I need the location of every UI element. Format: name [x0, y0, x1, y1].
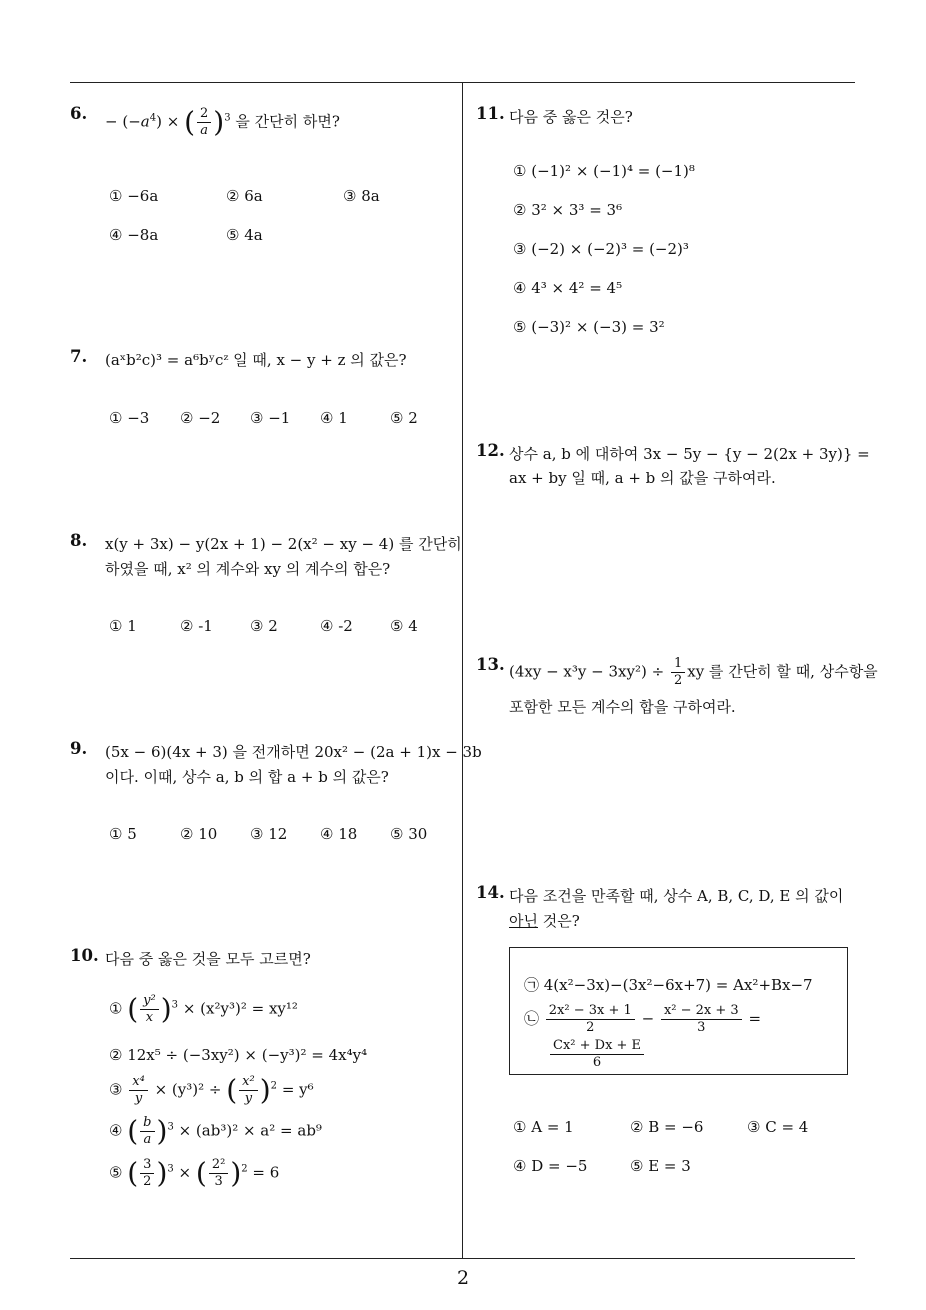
q8-line-2: 하였을 때, x² 의 계수와 xy 의 계수의 합은? — [105, 560, 391, 578]
column-divider — [462, 82, 463, 1258]
q14-condition-2: ㉡ $\frac{\text{2x² − 3x + 1}}{2}$ − $\frac{\text{x² − 2x + 3}}{3}$ = — [524, 1003, 762, 1035]
q11-number: 11. — [476, 104, 505, 123]
q14-line-1: 다음 조건을 만족할 때, 상수 A, B, C, D, E 의 값이 — [509, 887, 844, 905]
q13-line-2: 포함한 모든 계수의 합을 구하여라. — [509, 698, 736, 716]
q12-line-2: ax + by 일 때, a + b 의 값을 구하여라. — [509, 469, 776, 487]
q8-line-1: x(y + 3x) − y(2x + 1) − 2(x² − xy − 4) 를 간단히 — [105, 535, 462, 553]
q9-choice-3[interactable]: ③ 12 — [250, 825, 288, 843]
q6-text: 을 간단히 하면? — [235, 112, 340, 131]
q14-condition-2-rhs: $\frac{\text{Cx² + Dx + E}}{6}$ — [548, 1038, 646, 1071]
q9-choice-1[interactable]: ① 5 — [109, 825, 137, 843]
q6-choice-3[interactable]: ③ 8a — [343, 187, 380, 205]
q6-exp3: 3 — [224, 112, 231, 124]
q11-choice-4[interactable]: ④ 4³ × 4² = 4⁵ — [513, 279, 623, 297]
q9-number: 9. — [70, 739, 88, 758]
q14-number: 14. — [476, 883, 505, 902]
q14-line-2: 아닌 것은? — [509, 912, 580, 930]
q10-stem: 다음 중 옳은 것을 모두 고르면? — [105, 950, 311, 968]
q14-condition-1: ㉠ 4(x²−3x)−(3x²−6x+7) = Ax²+Bx−7 — [524, 976, 813, 994]
q6-number: 6. — [70, 104, 88, 123]
q8-choice-2[interactable]: ② -1 — [180, 617, 213, 635]
q8-number: 8. — [70, 531, 88, 550]
q9-choice-2[interactable]: ② 10 — [180, 825, 218, 843]
q10-number: 10. — [70, 946, 99, 965]
q8-choice-5[interactable]: ⑤ 4 — [390, 617, 418, 635]
q6-exp4: 4 — [149, 112, 157, 124]
q6-choice-1[interactable]: ① −6a — [109, 187, 159, 205]
q10-choice-3[interactable]: ③ $\frac{\text{x⁴}}{y}$ × (y³)² ÷ ( $\frac{\text{x²}}{y}$ )$^2$ = y⁶ — [109, 1073, 314, 1107]
q11-stem: 다음 중 옳은 것은? — [509, 108, 633, 126]
q7-choice-4[interactable]: ④ 1 — [320, 409, 348, 427]
q8-choice-3[interactable]: ③ 2 — [250, 617, 278, 635]
q7-stem: (aˣb²c)³ = a⁶bʸcᶻ 일 때, x − y + z 의 값은? — [105, 351, 407, 369]
q12-line-1: 상수 a, b 에 대하여 3x − 5y − {y − 2(2x + 3y)} = — [509, 445, 870, 463]
q14-choice-1[interactable]: ① A = 1 — [513, 1118, 574, 1136]
q9-choice-5[interactable]: ⑤ 30 — [390, 825, 428, 843]
q10-choice-5[interactable]: ⑤ ( $\frac{3}{2}$ )$^3$ × ( $\frac{\text{2²}}{3}$ )$^2$ = 6 — [109, 1156, 280, 1190]
q7-choice-2[interactable]: ② −2 — [180, 409, 221, 427]
q6-expr-pre: − (− — [105, 112, 141, 131]
q11-choice-5[interactable]: ⑤ (−3)² × (−3) = 3² — [513, 318, 665, 336]
q8-choice-4[interactable]: ④ -2 — [320, 617, 353, 635]
q10-choice-2[interactable]: ② 12x⁵ ÷ (−3xy²) × (−y³)² = 4x⁴y⁴ — [109, 1046, 368, 1064]
bottom-rule — [70, 1258, 855, 1259]
q13-line-1: (4xy − x³y − 3xy²) ÷ $\frac{1}{2}$ xy 를 간단히 할 때, 상수항을 — [509, 656, 878, 688]
q7-choice-1[interactable]: ① −3 — [109, 409, 150, 427]
q6-fraction: $\frac{2}{a}$ — [197, 106, 211, 139]
q7-choice-3[interactable]: ③ −1 — [250, 409, 291, 427]
q6-choice-5[interactable]: ⑤ 4a — [226, 226, 263, 244]
q14-choice-4[interactable]: ④ D = −5 — [513, 1157, 588, 1175]
q10-choice-1[interactable]: ① ( $\frac{\text{y²}}{x}$ )$^3$ × (x²y³)² = xy¹² — [109, 992, 298, 1026]
q6-choice-4[interactable]: ④ −8a — [109, 226, 159, 244]
q9-line-1: (5x − 6)(4x + 3) 을 전개하면 20x² − (2a + 1)x − 3b — [105, 743, 482, 761]
q14-choice-3[interactable]: ③ C = 4 — [747, 1118, 809, 1136]
q14-choice-5[interactable]: ⑤ E = 3 — [630, 1157, 691, 1175]
q7-number: 7. — [70, 347, 88, 366]
q14-choice-2[interactable]: ② B = −6 — [630, 1118, 704, 1136]
q11-choice-3[interactable]: ③ (−2) × (−2)³ = (−2)³ — [513, 240, 689, 258]
q6-stem: − $(-a^4)$ × ( $\frac{2}{a}$ )$^3$ 을 간단히 하면? — [105, 105, 340, 139]
q11-choice-2[interactable]: ② 3² × 3³ = 3⁶ — [513, 201, 623, 219]
q8-choice-1[interactable]: ① 1 — [109, 617, 137, 635]
q9-line-2: 이다. 이때, 상수 a, b 의 합 a + b 의 값은? — [105, 768, 389, 786]
q9-choice-4[interactable]: ④ 18 — [320, 825, 358, 843]
q13-number: 13. — [476, 655, 505, 674]
q12-number: 12. — [476, 441, 505, 460]
q7-choice-5[interactable]: ⑤ 2 — [390, 409, 418, 427]
page-number: 2 — [456, 1267, 470, 1289]
q6-choice-2[interactable]: ② 6a — [226, 187, 263, 205]
q11-choice-1[interactable]: ① (−1)² × (−1)⁴ = (−1)⁸ — [513, 162, 695, 180]
q6-expr-mid: ) × — [156, 112, 180, 131]
q10-choice-4[interactable]: ④ ( $\frac{b}{a}$ )$^3$ × (ab³)² × a² = ab⁹ — [109, 1114, 322, 1148]
q6-a: a — [140, 112, 150, 131]
